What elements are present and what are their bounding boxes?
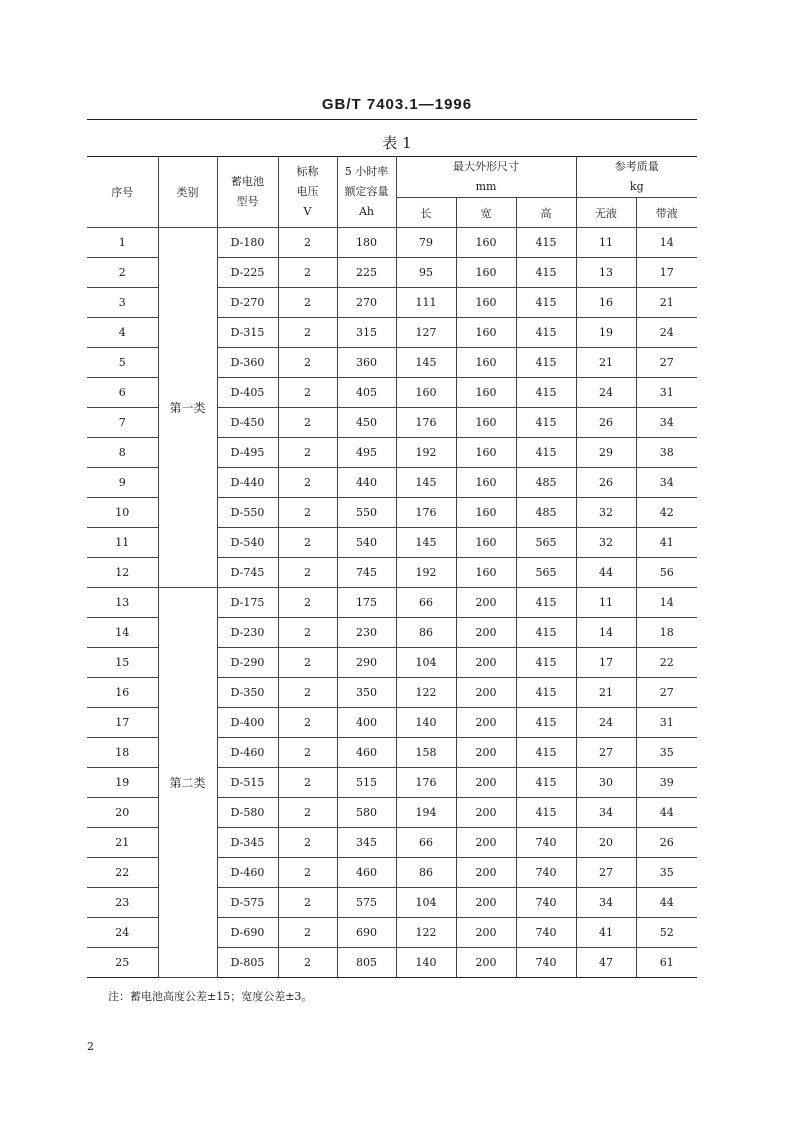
cell-mass-dry: 24	[576, 708, 636, 738]
cell-mass-wet: 24	[636, 318, 697, 348]
table-row	[87, 228, 697, 258]
cell-height: 565	[516, 558, 576, 588]
cell-mass-dry: 47	[576, 948, 636, 978]
cell-voltage: 2	[278, 948, 337, 978]
cell-voltage: 2	[278, 288, 337, 318]
cell-model: D-515	[217, 768, 278, 798]
cell-mass-wet: 18	[636, 618, 697, 648]
cell-model: D-575	[217, 888, 278, 918]
cell-mass-wet: 26	[636, 828, 697, 858]
cell-mass-wet: 14	[636, 228, 697, 258]
cell-seq: 25	[87, 948, 158, 978]
cell-seq: 16	[87, 678, 158, 708]
header-dimensions-unit: mm	[475, 180, 497, 193]
cell-length: 140	[396, 708, 456, 738]
cell-model: D-550	[217, 498, 278, 528]
cell-length: 66	[396, 828, 456, 858]
cell-mass-dry: 11	[576, 588, 636, 618]
cell-length: 79	[396, 228, 456, 258]
cell-height: 415	[516, 408, 576, 438]
cell-mass-wet: 22	[636, 648, 697, 678]
cell-width: 200	[456, 798, 516, 828]
cell-voltage: 2	[278, 618, 337, 648]
cell-capacity: 805	[337, 948, 396, 978]
cell-mass-wet: 27	[636, 678, 697, 708]
cell-capacity: 690	[337, 918, 396, 948]
header-dimensions	[396, 157, 576, 198]
cell-capacity: 175	[337, 588, 396, 618]
cell-length: 122	[396, 678, 456, 708]
cell-height: 415	[516, 618, 576, 648]
cell-mass-dry: 13	[576, 258, 636, 288]
cell-height: 415	[516, 258, 576, 288]
cell-width: 160	[456, 558, 516, 588]
cell-width: 160	[456, 408, 516, 438]
cell-width: 160	[456, 498, 516, 528]
cell-seq: 7	[87, 408, 158, 438]
cell-voltage: 2	[278, 888, 337, 918]
table-title: 表 1	[382, 134, 412, 152]
cell-width: 160	[456, 258, 516, 288]
cell-height: 415	[516, 798, 576, 828]
cell-width: 160	[456, 378, 516, 408]
cell-mass-wet: 35	[636, 858, 697, 888]
cell-voltage: 2	[278, 318, 337, 348]
cell-width: 200	[456, 738, 516, 768]
cell-width: 200	[456, 768, 516, 798]
cell-height: 740	[516, 948, 576, 978]
cell-mass-dry: 34	[576, 888, 636, 918]
cell-seq: 21	[87, 828, 158, 858]
cell-model: D-495	[217, 438, 278, 468]
header-seq: 序号	[87, 157, 158, 228]
cell-length: 95	[396, 258, 456, 288]
cell-width: 160	[456, 318, 516, 348]
cell-mass-wet: 27	[636, 348, 697, 378]
cell-height: 485	[516, 468, 576, 498]
cell-model: D-350	[217, 678, 278, 708]
cell-length: 145	[396, 528, 456, 558]
cell-length: 145	[396, 468, 456, 498]
header-voltage-line2: 电压	[296, 185, 319, 198]
cell-seq: 10	[87, 498, 158, 528]
header-capacity-unit: Ah	[358, 205, 375, 218]
cell-mass-dry: 44	[576, 558, 636, 588]
cell-width: 160	[456, 468, 516, 498]
cell-seq: 8	[87, 438, 158, 468]
standard-code: GB/T 7403.1—1996	[321, 96, 473, 113]
cell-width: 160	[456, 288, 516, 318]
cell-model: D-690	[217, 918, 278, 948]
category-cell: 第一类	[158, 228, 217, 588]
cell-seq: 11	[87, 528, 158, 558]
cell-length: 86	[396, 618, 456, 648]
cell-voltage: 2	[278, 558, 337, 588]
cell-capacity: 540	[337, 528, 396, 558]
cell-seq: 22	[87, 858, 158, 888]
cell-capacity: 225	[337, 258, 396, 288]
cell-length: 158	[396, 738, 456, 768]
cell-capacity: 495	[337, 438, 396, 468]
cell-seq: 15	[87, 648, 158, 678]
cell-model: D-230	[217, 618, 278, 648]
cell-mass-wet: 31	[636, 378, 697, 408]
cell-capacity: 315	[337, 318, 396, 348]
cell-voltage: 2	[278, 438, 337, 468]
header-width: 宽	[456, 198, 516, 228]
cell-mass-wet: 52	[636, 918, 697, 948]
cell-model: D-580	[217, 798, 278, 828]
cell-height: 415	[516, 348, 576, 378]
table-header	[87, 157, 697, 228]
cell-height: 565	[516, 528, 576, 558]
cell-mass-dry: 41	[576, 918, 636, 948]
cell-seq: 23	[87, 888, 158, 918]
header-capacity-line1: 5 小时率	[344, 165, 389, 178]
cell-mass-dry: 24	[576, 378, 636, 408]
header-model	[217, 157, 278, 228]
cell-mass-dry: 21	[576, 678, 636, 708]
cell-height: 415	[516, 318, 576, 348]
cell-mass-wet: 39	[636, 768, 697, 798]
cell-mass-dry: 30	[576, 768, 636, 798]
cell-mass-dry: 16	[576, 288, 636, 318]
header-mass-title: 参考质量	[614, 160, 659, 173]
cell-width: 160	[456, 228, 516, 258]
cell-voltage: 2	[278, 678, 337, 708]
cell-seq: 4	[87, 318, 158, 348]
cell-model: D-400	[217, 708, 278, 738]
cell-mass-wet: 17	[636, 258, 697, 288]
header-height: 高	[516, 198, 576, 228]
cell-mass-wet: 44	[636, 798, 697, 828]
cell-mass-dry: 34	[576, 798, 636, 828]
cell-capacity: 450	[337, 408, 396, 438]
cell-model: D-290	[217, 648, 278, 678]
cell-length: 127	[396, 318, 456, 348]
cell-height: 415	[516, 678, 576, 708]
header-mass	[576, 157, 697, 198]
cell-capacity: 350	[337, 678, 396, 708]
cell-length: 145	[396, 348, 456, 378]
cell-voltage: 2	[278, 498, 337, 528]
cell-mass-wet: 41	[636, 528, 697, 558]
cell-model: D-450	[217, 408, 278, 438]
cell-capacity: 460	[337, 738, 396, 768]
cell-voltage: 2	[278, 258, 337, 288]
cell-mass-wet: 35	[636, 738, 697, 768]
page-number: 2	[87, 1040, 94, 1053]
cell-capacity: 290	[337, 648, 396, 678]
cell-model: D-315	[217, 318, 278, 348]
cell-height: 415	[516, 708, 576, 738]
header-mass-wet: 带液	[636, 198, 697, 228]
cell-seq: 5	[87, 348, 158, 378]
cell-capacity: 575	[337, 888, 396, 918]
cell-voltage: 2	[278, 528, 337, 558]
cell-length: 104	[396, 888, 456, 918]
cell-capacity: 460	[337, 858, 396, 888]
header-model-line2: 型号	[236, 195, 259, 208]
table-note: 注：蓄电池高度公差±15；宽度公差±3。	[108, 990, 313, 1003]
cell-voltage: 2	[278, 378, 337, 408]
cell-length: 140	[396, 948, 456, 978]
cell-voltage: 2	[278, 588, 337, 618]
category-cell: 第二类	[158, 588, 217, 978]
cell-voltage: 2	[278, 738, 337, 768]
cell-voltage: 2	[278, 348, 337, 378]
cell-mass-dry: 19	[576, 318, 636, 348]
cell-mass-wet: 14	[636, 588, 697, 618]
cell-capacity: 580	[337, 798, 396, 828]
cell-seq: 13	[87, 588, 158, 618]
cell-length: 86	[396, 858, 456, 888]
cell-mass-dry: 20	[576, 828, 636, 858]
cell-mass-dry: 21	[576, 348, 636, 378]
cell-width: 200	[456, 888, 516, 918]
table-row	[87, 588, 697, 618]
cell-capacity: 550	[337, 498, 396, 528]
cell-model: D-345	[217, 828, 278, 858]
cell-mass-dry: 14	[576, 618, 636, 648]
cell-mass-dry: 17	[576, 648, 636, 678]
cell-capacity: 440	[337, 468, 396, 498]
header-capacity	[337, 157, 396, 228]
cell-width: 200	[456, 948, 516, 978]
cell-length: 194	[396, 798, 456, 828]
cell-voltage: 2	[278, 408, 337, 438]
cell-height: 415	[516, 738, 576, 768]
table-body	[87, 228, 697, 978]
cell-voltage: 2	[278, 708, 337, 738]
header-voltage	[278, 157, 337, 228]
cell-mass-wet: 44	[636, 888, 697, 918]
cell-model: D-175	[217, 588, 278, 618]
cell-mass-dry: 11	[576, 228, 636, 258]
header-length: 长	[396, 198, 456, 228]
cell-capacity: 230	[337, 618, 396, 648]
cell-length: 122	[396, 918, 456, 948]
cell-height: 415	[516, 228, 576, 258]
cell-model: D-805	[217, 948, 278, 978]
cell-width: 160	[456, 348, 516, 378]
cell-capacity: 745	[337, 558, 396, 588]
cell-height: 415	[516, 438, 576, 468]
cell-height: 415	[516, 768, 576, 798]
cell-height: 740	[516, 918, 576, 948]
cell-length: 176	[396, 498, 456, 528]
cell-seq: 18	[87, 738, 158, 768]
cell-length: 192	[396, 558, 456, 588]
cell-voltage: 2	[278, 798, 337, 828]
cell-voltage: 2	[278, 228, 337, 258]
cell-seq: 19	[87, 768, 158, 798]
cell-model: D-540	[217, 528, 278, 558]
cell-voltage: 2	[278, 468, 337, 498]
cell-model: D-405	[217, 378, 278, 408]
cell-model: D-225	[217, 258, 278, 288]
cell-mass-dry: 26	[576, 468, 636, 498]
cell-seq: 2	[87, 258, 158, 288]
cell-mass-dry: 27	[576, 738, 636, 768]
cell-capacity: 515	[337, 768, 396, 798]
cell-voltage: 2	[278, 768, 337, 798]
battery-spec-table	[87, 156, 697, 978]
cell-width: 200	[456, 678, 516, 708]
cell-length: 111	[396, 288, 456, 318]
header-mass-dry: 无液	[576, 198, 636, 228]
header-capacity-line2: 额定容量	[344, 185, 389, 198]
cell-capacity: 360	[337, 348, 396, 378]
cell-height: 740	[516, 888, 576, 918]
cell-height: 485	[516, 498, 576, 528]
header-voltage-unit: V	[303, 205, 312, 218]
cell-mass-dry: 32	[576, 498, 636, 528]
cell-width: 200	[456, 828, 516, 858]
cell-length: 192	[396, 438, 456, 468]
cell-length: 176	[396, 768, 456, 798]
cell-height: 415	[516, 648, 576, 678]
cell-width: 200	[456, 858, 516, 888]
cell-mass-dry: 32	[576, 528, 636, 558]
header-rule	[87, 119, 697, 120]
cell-mass-dry: 29	[576, 438, 636, 468]
cell-seq: 20	[87, 798, 158, 828]
cell-width: 200	[456, 618, 516, 648]
cell-width: 200	[456, 588, 516, 618]
cell-voltage: 2	[278, 648, 337, 678]
cell-width: 160	[456, 528, 516, 558]
cell-height: 415	[516, 588, 576, 618]
cell-mass-wet: 38	[636, 438, 697, 468]
cell-mass-wet: 34	[636, 468, 697, 498]
cell-voltage: 2	[278, 828, 337, 858]
header-dimensions-title: 最大外形尺寸	[453, 160, 519, 173]
cell-model: D-745	[217, 558, 278, 588]
cell-capacity: 345	[337, 828, 396, 858]
cell-model: D-440	[217, 468, 278, 498]
header-mass-unit: kg	[629, 180, 644, 193]
cell-length: 160	[396, 378, 456, 408]
cell-mass-wet: 61	[636, 948, 697, 978]
cell-seq: 24	[87, 918, 158, 948]
cell-voltage: 2	[278, 918, 337, 948]
cell-model: D-460	[217, 858, 278, 888]
cell-capacity: 405	[337, 378, 396, 408]
cell-seq: 12	[87, 558, 158, 588]
cell-height: 415	[516, 378, 576, 408]
cell-capacity: 270	[337, 288, 396, 318]
cell-width: 160	[456, 438, 516, 468]
cell-seq: 17	[87, 708, 158, 738]
cell-length: 104	[396, 648, 456, 678]
cell-seq: 14	[87, 618, 158, 648]
cell-mass-dry: 26	[576, 408, 636, 438]
cell-height: 415	[516, 288, 576, 318]
cell-model: D-360	[217, 348, 278, 378]
cell-capacity: 400	[337, 708, 396, 738]
cell-mass-wet: 56	[636, 558, 697, 588]
cell-mass-dry: 27	[576, 858, 636, 888]
cell-height: 740	[516, 858, 576, 888]
header-voltage-line1: 标称	[296, 165, 319, 178]
cell-length: 176	[396, 408, 456, 438]
cell-mass-wet: 31	[636, 708, 697, 738]
cell-mass-wet: 42	[636, 498, 697, 528]
cell-width: 200	[456, 708, 516, 738]
cell-model: D-180	[217, 228, 278, 258]
cell-mass-wet: 21	[636, 288, 697, 318]
cell-capacity: 180	[337, 228, 396, 258]
cell-seq: 1	[87, 228, 158, 258]
cell-height: 740	[516, 828, 576, 858]
cell-mass-wet: 34	[636, 408, 697, 438]
cell-width: 200	[456, 918, 516, 948]
cell-model: D-270	[217, 288, 278, 318]
cell-seq: 9	[87, 468, 158, 498]
cell-model: D-460	[217, 738, 278, 768]
header-model-line1: 蓄电池	[231, 175, 264, 188]
cell-width: 200	[456, 648, 516, 678]
cell-seq: 6	[87, 378, 158, 408]
header-category: 类别	[158, 157, 217, 228]
cell-voltage: 2	[278, 858, 337, 888]
cell-length: 66	[396, 588, 456, 618]
cell-seq: 3	[87, 288, 158, 318]
